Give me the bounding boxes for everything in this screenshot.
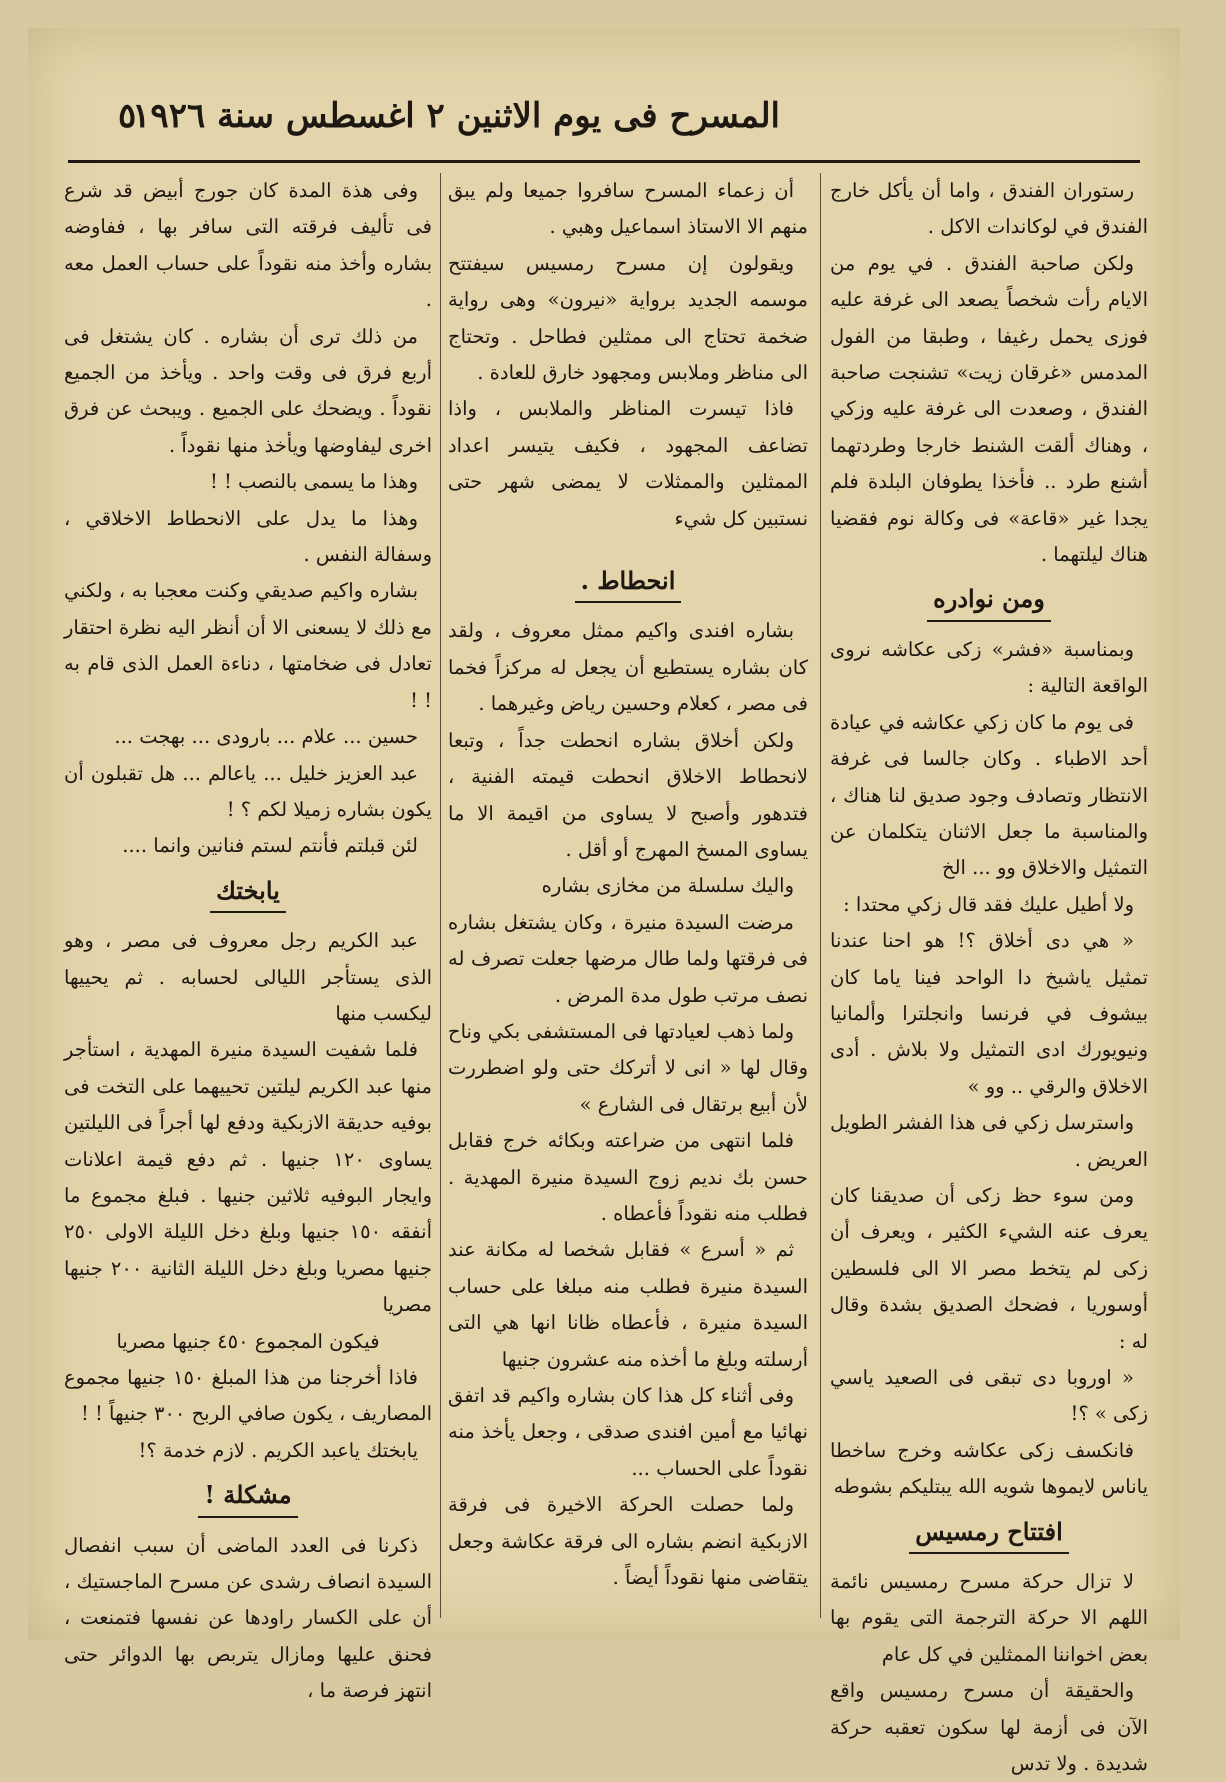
paragraph: رستوران الفندق ، واما أن يأكل خارج الفندق في لوكاندات الاكل .: [830, 179, 1148, 239]
paragraph: فاذا أخرجنا من هذا المبلغ ١٥٠ جنيها مجموع المصاريف ، يكون صافي الربح ٣٠٠ جنيهاً ! !: [64, 1366, 432, 1426]
section-heading-text: مشكلة !: [198, 1477, 297, 1517]
paragraph: لا تزال حركة مسرح رمسيس نائمة اللهم الا حركة الترجمة التى يقوم بها بعض اخواننا الممثلين في كل عام: [830, 1570, 1148, 1666]
paragraph: وفى هذة المدة كان جورج أبيض قد شرع فى تأليف فرقته التى سافر بها ، ففاوضه بشاره وأخذ منه نقوداً على حساب العمل معه .: [64, 179, 432, 312]
section-heading: [64, 1469, 432, 1527]
section-heading: [448, 555, 808, 613]
quote-paragraph: « هي دى أخلاق ؟! هو احنا عندنا تمثيل ياشيخ دا الواحد فينا ياما كان بيشوف في فرنسا وانجلترا وألمانيا ونيويورك ادى التمثيل ولا بلاش . أدى الاخلاق والرقي .. وو »: [830, 929, 1148, 1098]
right-column: [830, 173, 1148, 1776]
paragraph: من ذلك ترى أن بشاره . كان يشتغل فى أربع فرق فى وقت واحد . ويأخذ من الجميع نقوداً . ويضحك على الجميع . ويبحث عن فرق اخرى ليفاوضها ويأخذ منها نقوداً .: [64, 324, 432, 457]
paragraph: ذكرنا فى العدد الماضى أن سبب انفصال السيدة انصاف رشدى عن مسرح الماجستيك ، أن على الكسار راودها عن نفسها فتمنعت ، فحنق عليها ومازال يتربص بها الدوائر حتى انتهز فرصة ما ،: [64, 1533, 432, 1703]
paragraph: وفى أثناء كل هذا كان بشاره واكيم قد اتفق نهائيا مع أمين افندى صدقى ، وجعل يأخذ منه نقوداً على الحساب ...: [448, 1384, 808, 1480]
left-column: [64, 173, 432, 1703]
newspaper-page: [28, 28, 1180, 1776]
column-divider-left: [440, 173, 441, 1618]
paragraph: ولما ذهب لعيادتها فى المستشفى بكي وناح وقال لها « انى لا أتركك حتى ولو اضطررت لأن أبيع برتقال فى الشارع »: [448, 1019, 808, 1116]
paragraph: ولما حصلت الحركة الاخيرة فى فرقة الازبكية انضم بشاره الى فرقة عكاشة وجعل يتقاضى منها نقوداً أيضاً .: [448, 1493, 808, 1590]
paragraph: مرضت السيدة منيرة ، وكان يشتغل بشاره فى فرقتها ولما طال مرضها جعلت تصرف له نصف مرتب طول مدة المرض .: [448, 910, 808, 1007]
page-header: [68, 90, 1140, 150]
section-heading-text: انحطاط .: [575, 563, 682, 603]
middle-column: [448, 173, 808, 1623]
spacer: [448, 537, 808, 555]
paragraph: ولا أطيل عليك فقد قال زكي محتدا :: [843, 892, 1134, 916]
paragraph: واسترسل زكي فى هذا الفشر الطويل العريض .: [830, 1111, 1148, 1171]
section-heading-text: افتتاح رمسيس: [909, 1514, 1068, 1554]
paragraph: وهذا ما يسمى بالنصب ! !: [209, 470, 418, 494]
paragraph: فلما انتهى من ضراعته وبكائه خرج فقابل حسن بك نديم زوج السيدة منيرة المهدية . فطلب منه نقوداً فأعطاه .: [448, 1129, 808, 1225]
paragraph: حسين ... علام ... بارودى ... بهجت ...: [114, 725, 418, 749]
section-heading: [830, 1506, 1148, 1564]
paragraph: وبمناسبة «فشر» زكى عكاشه نروى الواقعة التالية :: [830, 637, 1148, 698]
paragraph: بشاره واكيم صديقي وكنت معجبا به ، ولكني مع ذلك لا يسعنى الا أن أنظر اليه نظرة احتقار تعادل فى ضخامتها ، دناءة العمل الذى قام به ! !: [64, 579, 432, 712]
paragraph: عبد العزيز خليل ... ياعالم ... هل تقبلون أن يكون بشاره زميلا لكم ؟ !: [64, 761, 432, 821]
paragraph: بشاره افندى واكيم ممثل معروف ، ولقد كان بشاره يستطيع أن يجعل له مركزاً فخما فى مصر ، كعلام وحسين رياض وغيرهما .: [448, 619, 808, 716]
paragraph: والحقيقة أن مسرح رمسيس واقع الآن فى أزمة لها سكون تعقبه حركة شديدة . ولا تدس: [830, 1679, 1148, 1776]
paragraph: فانكسف زكى عكاشه وخرج ساخطا ياناس لايموها شويه الله يبتليكم بشوطه: [830, 1438, 1148, 1499]
paragraph: فى يوم ما كان زكي عكاشه في عيادة أحد الاطباء . وكان جالسا فى غرفة الانتظار وتصادف وجود صديق لنا هناك ، والمناسبة ما جعل الاثنان يتكلمان عن التمثيل والاخلاق وو ... الخ: [830, 710, 1148, 880]
paragraph: ثم « أسرع » فقابل شخصا له مكانة عند السيدة منيرة فطلب منه مبلغا على حساب السيدة منيرة ، فأعطاه ظانا انها هي التى أرسلته وبلغ ما أخذه منه عشرون جنيها: [448, 1238, 808, 1371]
paragraph: ويقولون إن مسرح رمسيس سيفتتح موسمه الجديد برواية «نيرون» وهى رواية ضخمة تحتاج الى ممثلين فطاحل . وتحتاج الى مناظر وملابس ومجهود خارق للعادة .: [448, 251, 808, 385]
paragraph: ولكن صاحبة الفندق . في يوم من الايام رأت شخصاً يصعد الى غرفة عليه فوزى يحمل رغيفا ، وطبقا من الفول المدمس «غرقان زيت» تشنجت صاحبة الفندق ، وصعدت الى غرفة عليه وزكي ، وهناك ألقت الشنط خارجا وطردتهما أشنع طرد .. فأخذا يطوفان البلدة فلم يجدا غير «قاعة» فى وكالة نوم فقضيا هناك ليلتهما .: [830, 251, 1148, 567]
paragraph: فاذا تيسرت المناظر والملابس ، واذا تضاعف المجهود ، فكيف يتيسر اعداد الممثلين والممثلات لا يمضى شهر حتى نستبين كل شيء: [448, 397, 808, 530]
section-heading: [830, 573, 1148, 631]
page-number: ٥: [118, 96, 137, 136]
paragraph: يابختك ياعبد الكريم . لازم خدمة ؟!: [138, 1438, 418, 1462]
paragraph: فلما شفيت السيدة منيرة المهدية ، استأجر منها عبد الكريم ليلتين تحييهما على التخت فى بوفيه حديقة الازبكية ودفع لها أجراً فى الليلتين يساوى ١٢٠ جنيها . ثم دفع قيمة اعلانات وايجار البوفيه ثلاثين جنيها . فبلغ مجموع ما أنفقه ١٥٠ جنيها وبلغ دخل الليلة الاولى ٢٥٠ جنيها مصريا وبلغ دخل الليلة الثانية ٢٠٠ جنيها مصريا: [64, 1038, 432, 1317]
paragraph: فيكون المجموع ٤٥٠ جنيها مصريا: [116, 1329, 380, 1353]
paragraph: لئن قبلتم فأنتم لستم فنانين وانما ....: [122, 834, 418, 858]
section-heading-text: يابختك: [210, 873, 286, 913]
section-heading-text: ومن نوادره: [927, 581, 1051, 621]
paragraph: ومن سوء حظ زكى أن صديقنا كان يعرف عنه الشيء الكثير ، ويعرف أن زكى لم يتخط مصر الا الى فلسطين أوسوريا ، فضحك الصديق بشدة وقال له :: [830, 1183, 1148, 1353]
paragraph: ولكن أخلاق بشاره انحطت جداً ، وتبعا لانحطاط الاخلاق انحطت قيمته الفنية ، فتدهور وأصبح لا يساوى من اقيمة الا ما يساوى المسخ المهرج أو أقل .: [448, 728, 808, 861]
paragraph: عبد الكريم رجل معروف فى مصر ، وهو الذى يستأجر الليالى لحسابه . ثم يحييها ليكسب منها: [64, 929, 432, 1025]
header-title: المسرح فى يوم الاثنين ٢ اغسطس سنة ١٩٢٦: [132, 96, 780, 136]
header-rule: [68, 160, 1140, 163]
paragraph: واليك سلسلة من مخازى بشاره: [541, 874, 794, 898]
paragraph: أن زعماء المسرح سافروا جميعا ولم يبق منهم الا الاستاذ اسماعيل وهبي .: [448, 179, 808, 239]
section-heading: [64, 865, 432, 923]
column-divider-right: [820, 173, 821, 1618]
quote-paragraph: « اوروبا دى تبقى فى الصعيد ياسي زكى » ؟!: [830, 1366, 1148, 1426]
paragraph: وهذا ما يدل على الانحطاط الاخلاقي ، وسفالة النفس .: [64, 506, 432, 567]
